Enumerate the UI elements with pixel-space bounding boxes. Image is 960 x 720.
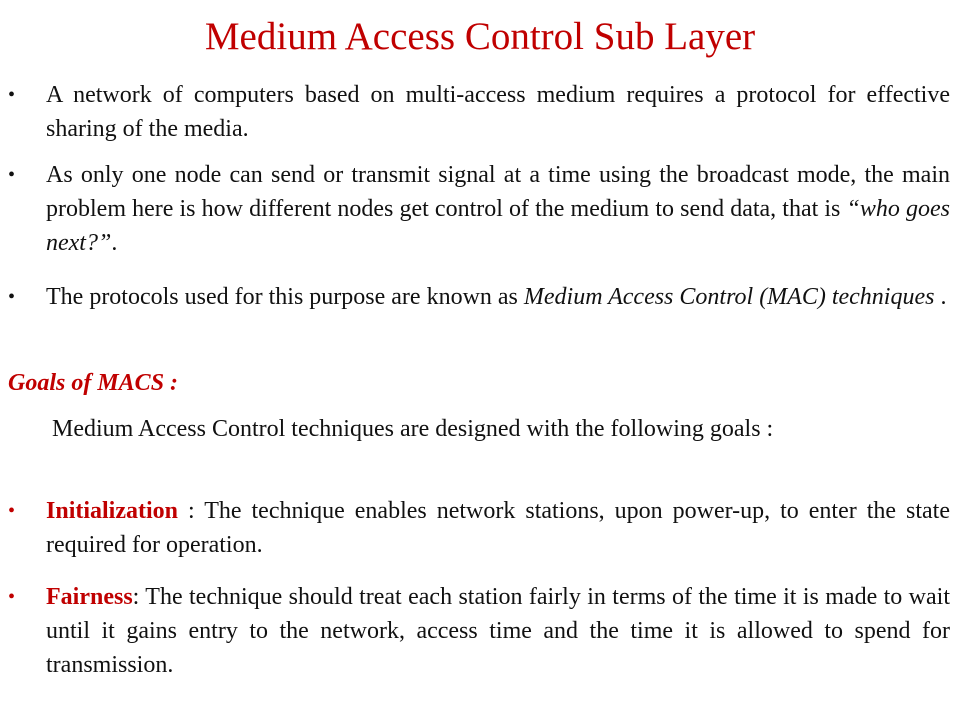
- goal-description: : The technique enables network stations, upon power-up, to enter the state required for operation.: [46, 498, 950, 558]
- bullet-text-end: .: [934, 284, 947, 310]
- goal-item-fairness: [8, 580, 950, 682]
- goal-term: Fairness: [46, 584, 133, 610]
- goal-description: : The technique should treat each station fairly in terms of the time it is made to wait until it gains entry to the network, access time and the time it is allowed to spend for transmission.: [46, 584, 950, 678]
- slide-title: Medium Access Control Sub Layer: [204, 15, 756, 58]
- goals-intro: Medium Access Control techniques are designed with the following goals :: [52, 416, 774, 442]
- bullet-dot: •: [8, 84, 16, 106]
- bullet-dot: •: [8, 500, 16, 522]
- goal-term: Initialization: [46, 498, 179, 524]
- bullet-text: A network of computers based on multi-access medium requires a protocol for effective sharing of the media.: [46, 82, 950, 142]
- goal-item-initialization: [8, 494, 950, 562]
- bullet-text: As only one node can send or transmit signal at a time using the broadcast mode, the main problem here is how different nodes get control of the medium to send data, that is: [46, 162, 950, 222]
- bullet-dot: •: [8, 164, 16, 186]
- bullet-dot: •: [8, 286, 16, 308]
- bullet-item-3: [8, 280, 950, 314]
- bullet-item-2: [8, 158, 950, 260]
- bullet-text: The protocols used for this purpose are known as: [46, 284, 524, 310]
- bullet-text-end: .: [111, 230, 118, 256]
- bullet-dot: •: [8, 586, 16, 608]
- goals-heading: Goals of MACS :: [8, 370, 179, 396]
- bullet-item-1: [8, 78, 950, 146]
- bullet-emphasis: Medium Access Control (MAC) techniques: [523, 284, 935, 310]
- bullet-emphasis: “who goes next?”: [46, 196, 950, 256]
